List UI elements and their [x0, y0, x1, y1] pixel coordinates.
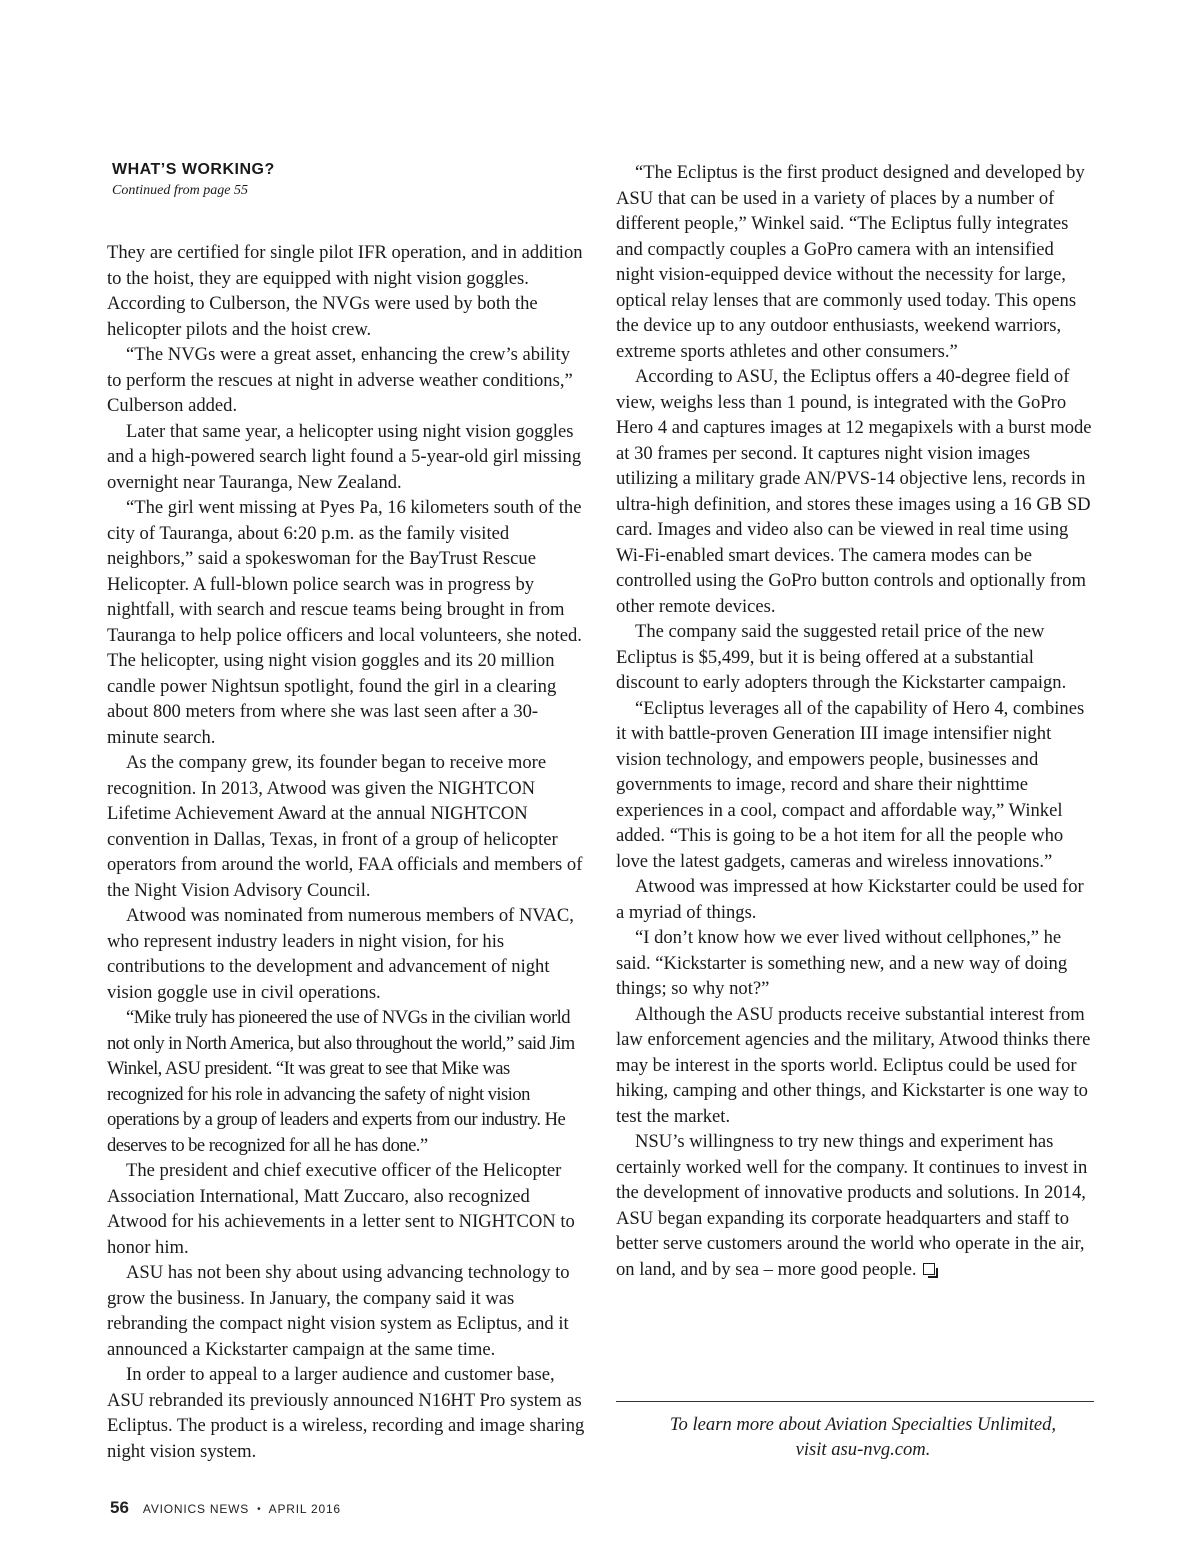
paragraph-text: NSU’s willingness to try new things and experiment has certainly worked well for the company. It continues to invest in the development of innovative products and solutions. In 2014, ASU began expanding its corporate headquarters and staff to better serve customers around the world who operate in the air, on land, and by sea – more good people.	[616, 1131, 1088, 1280]
issue-date: APRIL 2016	[268, 1502, 341, 1516]
paragraph: Later that same year, a helicopter using night vision goggles and a high-powered search light found a 5-year-old girl missing overnight near Tauranga, New Zealand.	[107, 420, 582, 493]
section-header	[112, 160, 275, 200]
paragraph: “The Ecliptus is the first product designed and developed by ASU that can be used in a variety of places by a number of different people,” Winkel said. “The Ecliptus fully integrates and compactly couples a GoPro camera with an intensified night vision-equipped device without the necessity for large, optical relay lenses that are commonly used today. This opens the device up to any outdoor enthusiasts, weekend warriors, extreme sports athletes and other consumers.”	[616, 162, 1085, 362]
paragraph: The president and chief executive officer of the Helicopter Association International, Matt Zuccaro, also recognized Atwood for his achievements in a letter sent to NIGHTCON to honor him.	[107, 1160, 575, 1258]
footer-separator: •	[257, 1504, 261, 1515]
page-footer	[110, 1498, 341, 1518]
publication-name: AVIONICS NEWS	[142, 1502, 250, 1516]
paragraph: Atwood was impressed at how Kickstarter could be used for a myriad of things.	[616, 876, 1084, 923]
paragraph: Atwood was nominated from numerous members of NVAC, who represent industry leaders in night vision, for his contributions to the development and advancement of night vision goggle use in civil operations.	[107, 905, 574, 1003]
paragraph: “The girl went missing at Pyes Pa, 16 kilometers south of the city of Tauranga, about 6:20 p.m. as the family visited neighbors,” said a spokeswoman for the BayTrust Rescue Helicopter. A full-blown police search was in progress by nightfall, with search and rescue teams being brought in from Tauranga to help police officers and local volunteers, she noted. The helicopter, using night vision goggles and its 20 million candle power Nightsun spotlight, found the girl in a clearing about 800 meters from where she was last seen after a 30-minute search.	[107, 497, 582, 748]
paragraph: They are certified for single pilot IFR operation, and in addition to the hoist, they are equipped with night vision goggles. According to Culberson, the NVGs were used by both the helicopter pilots and the hoist crew.	[107, 242, 583, 340]
paragraph: “Ecliptus leverages all of the capability of Hero 4, combines it with battle-proven Generation III image intensifier night vision technology, and empowers people, businesses and governments to image, record and share their nighttime experiences in a cool, compact and affordable way,” Winkel added. “This is going to be a hot item for all the people who love the latest gadgets, cameras and wireless innovations.”	[616, 697, 1085, 872]
paragraph: In order to appeal to a larger audience and customer base, ASU rebranded its previously announced N16HT Pro system as Ecliptus. The product is a wireless, recording and image sharing night vision system.	[107, 1364, 585, 1462]
final-paragraph	[616, 1129, 1094, 1282]
paragraph: “I don’t know how we ever lived without cellphones,” he said. “Kickstarter is something new, and a new way of doing things; so why not?”	[616, 927, 1068, 999]
promo-box	[616, 1412, 1110, 1462]
paragraph: As the company grew, its founder began to receive more recognition. In 2013, Atwood was given the NIGHTCON Lifetime Achievement Award at the annual NIGHTCON convention in Dallas, Texas, in front of a group of helicopter operators from around the world, FAA officials and members of the Night Vision Advisory Council.	[107, 752, 583, 901]
promo-line-2: visit asu-nvg.com.	[795, 1439, 931, 1460]
paragraph: “Mike truly has pioneered the use of NVGs in the civilian world not only in North America, but also throughout the world,” said Jim Winkel, ASU president. “It was great to see that Mike was recognized for his role in advancing the safety of night vision operations by a group of leaders and experts from our industry. He deserves to be recognized for all he has done.”	[107, 1007, 575, 1156]
paragraph: Although the ASU products receive substantial interest from law enforcement agencies and the military, Atwood thinks there may be interest in the sports world. Ecliptus could be used for hiking, camping and other things, and Kickstarter is one way to test the market.	[616, 1003, 1091, 1127]
paragraph: ASU has not been shy about using advancing technology to grow the business. In January, the company said it was rebranding the compact night vision system as Ecliptus, and it announced a Kickstarter campaign at the same time.	[107, 1262, 570, 1360]
page-number: 56	[110, 1498, 129, 1517]
paragraph: “The NVGs were a great asset, enhancing the crew’s ability to perform the rescues at night in adverse weather conditions,” Culberson added.	[107, 344, 573, 416]
end-mark-icon	[923, 1263, 935, 1275]
continued-note: Continued from page 55	[112, 183, 248, 198]
promo-line-1: To learn more about Aviation Specialties Unlimited,	[669, 1414, 1057, 1435]
left-column	[107, 240, 587, 1464]
right-column	[616, 160, 1094, 1282]
paragraph: The company said the suggested retail price of the new Ecliptus is $5,499, but it is being offered at a substantial discount to early adopters through the Kickstarter campaign.	[616, 621, 1067, 693]
section-kicker: WHAT’S WORKING?	[112, 161, 275, 178]
divider	[616, 1401, 1094, 1402]
paragraph: According to ASU, the Ecliptus offers a 40-degree field of view, weighs less than 1 pound, is integrated with the GoPro Hero 4 and captures images at 12 megapixels with a burst mode at 30 frames per second. It captures night vision images utilizing a military grade AN/PVS-14 objective lens, records in ultra-high definition, and stores these images using a 16 GB SD card. Images and video also can be viewed in real time using Wi-Fi-enabled smart devices. The camera modes can be controlled using the GoPro button controls and optionally from other remote devices.	[616, 366, 1092, 617]
